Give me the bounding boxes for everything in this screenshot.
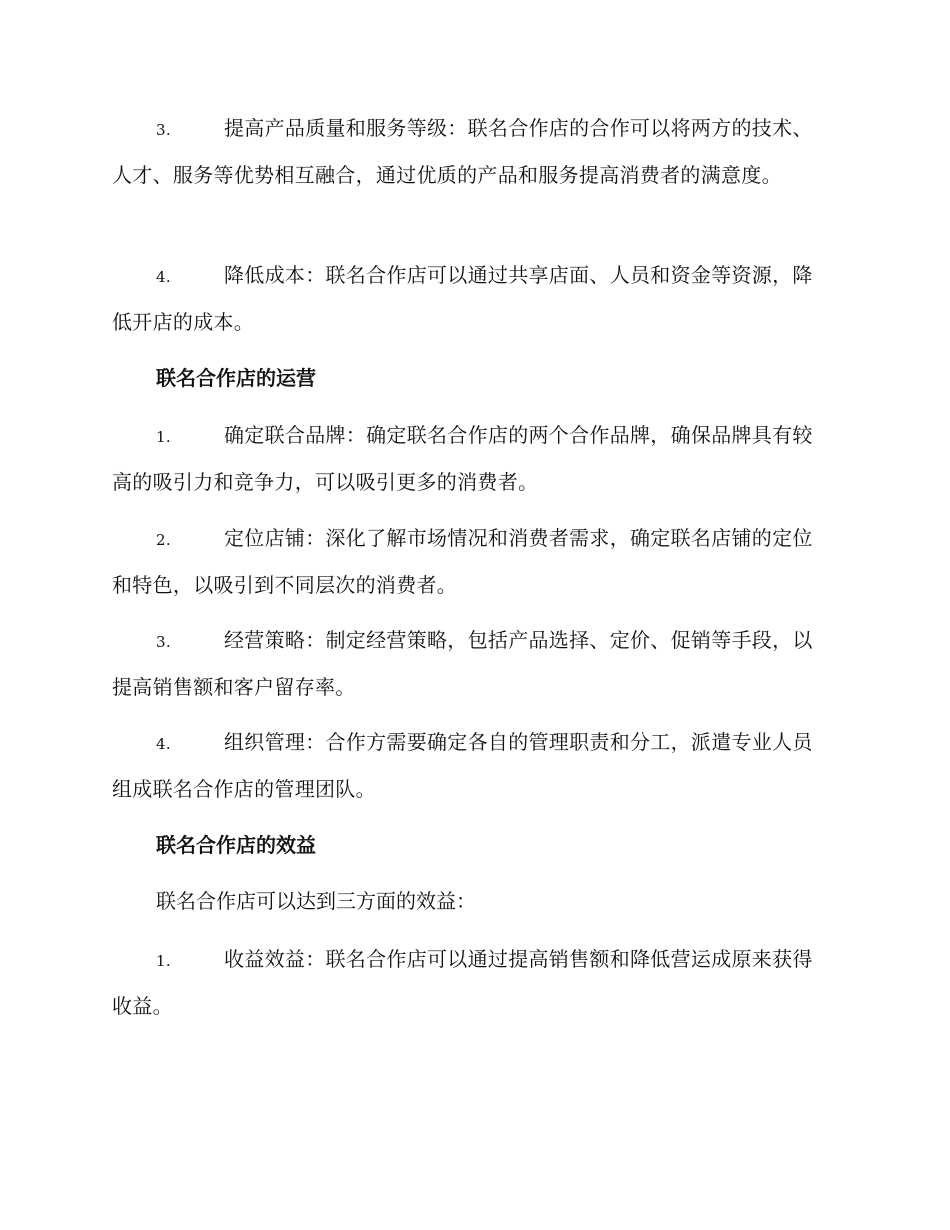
list-item-positioning	[112, 516, 832, 608]
list-item-cost	[112, 253, 832, 345]
list-text: 确定联合品牌：确定联名合作店的两个合作品牌，确保品牌具有较高的吸引力和竞争力，可以吸引更多的消费者。	[112, 423, 813, 494]
list-item-revenue	[112, 937, 832, 1029]
list-item-quality	[112, 106, 832, 198]
list-text: 定位店铺：深化了解市场情况和消费者需求，确定联名店铺的定位和特色，以吸引到不同层次的消费者。	[112, 526, 813, 597]
list-item-brand	[112, 413, 832, 505]
list-text: 经营策略：制定经营策略，包括产品选择、定价、促销等手段，以提高销售额和客户留存率。	[112, 628, 813, 699]
list-text: 组织管理：合作方需要确定各自的管理职责和分工，派遣专业人员组成联名合作店的管理团队。	[112, 730, 813, 801]
list-number: 1.	[156, 952, 171, 970]
list-number: 4.	[156, 735, 171, 753]
list-item-management	[112, 720, 832, 812]
list-number: 2.	[156, 531, 171, 549]
list-number: 3.	[156, 633, 171, 651]
section-heading-returns: 联名合作店的效益	[156, 833, 316, 857]
section-heading-operations: 联名合作店的运营	[156, 366, 316, 390]
list-text: 提高产品质量和服务等级：联名合作店的合作可以将两方的技术、人才、服务等优势相互融合，通过优质的产品和服务提高消费者的满意度。	[112, 116, 813, 187]
list-number: 4.	[156, 268, 171, 286]
section-intro: 联名合作店可以达到三方面的效益：	[156, 889, 476, 913]
list-item-strategy	[112, 618, 832, 710]
list-number: 1.	[156, 428, 171, 446]
list-text: 收益效益：联名合作店可以通过提高销售额和降低营运成原来获得收益。	[112, 947, 813, 1018]
list-text: 降低成本：联名合作店可以通过共享店面、人员和资金等资源，降低开店的成本。	[112, 263, 813, 334]
list-number: 3.	[156, 121, 171, 139]
